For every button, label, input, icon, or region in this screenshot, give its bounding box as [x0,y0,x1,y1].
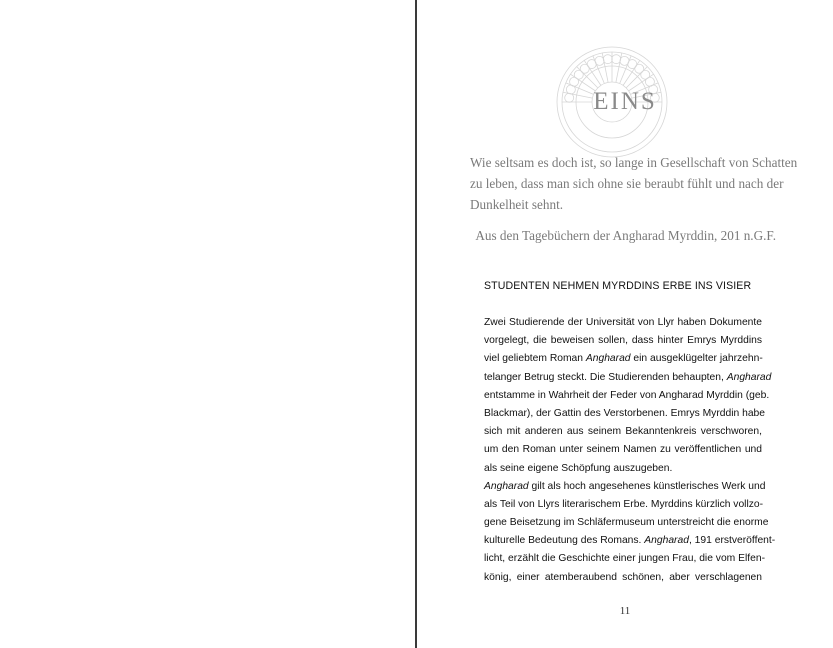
article-text: , 191 erstveröffent- [688,535,776,547]
article-text: telanger Betrug steckt. Die Studierenden behaupten, [484,371,727,383]
article-italic-title: Angharad [585,353,631,365]
epigraph-attribution: Aus den Tagebüchern der Angharad Myrddin, 201 n.G.F. [475,228,776,243]
article-line [484,369,772,387]
article-line [484,314,762,332]
page-number: 11 [619,605,631,617]
article-line [484,423,762,441]
left-page-blank [0,0,415,648]
article-text: gilt als hoch angesehenes künstlerisches Werk und [528,480,766,492]
article-text: licht, erzählt die Geschichte einer jungen Frau, die vom Elfen- [484,553,766,565]
chapter-title: EINS [593,88,657,115]
article-line [484,387,770,405]
article-line [484,514,769,532]
article-text: ein ausgeklügelter jahrzehn- [630,353,763,365]
article-line [484,332,762,350]
article-text: Zwei Studierende der Universität von Llyr haben Dokumente [484,317,762,328]
article-line [484,478,766,496]
article-line [484,532,776,550]
article-text: sich mit anderen aus seinem Bekanntenkreis verschworen, [484,426,762,438]
article-italic-title: Angharad [726,371,772,383]
article-line [484,350,762,368]
article-line [484,405,765,423]
article-text: um den Roman unter seinem Namen zu veröffentlichen und [484,444,762,456]
article-line [484,460,762,478]
article-text: als Teil von Llyrs literarischem Erbe. Myrddins kürzlich vollzo- [484,498,764,510]
article-line [484,441,762,459]
article-text: kulturelle Bedeutung des Romans. [484,535,645,547]
article-headline: STUDENTEN NEHMEN MYRDDINS ERBE INS VISIER [484,280,752,292]
article-text: vorgelegt, die beweisen sollen, dass hinter Emrys Myrddins [484,335,762,347]
epigraph-line: zu leben, dass man sich ohne sie beraubt fühlt und nach der [470,176,784,191]
article-italic-title: Angharad [484,480,529,492]
article-text: viel geliebtem Roman [484,353,586,365]
article-text: gene Beisetzung im Schläfermuseum unterstreicht die enorme [484,517,769,529]
article-line [484,550,766,568]
article-body [484,314,776,587]
epigraph [470,152,798,215]
article-text: könig, einer atemberaubend schönen, aber verschlagenen [484,571,762,583]
article-italic-title: Angharad [644,535,689,547]
epigraph-line: Dunkelheit sehnt. [470,197,564,212]
article-text: entstamme in Wahrheit der Feder von Angharad Myrddin (geb. [484,389,770,401]
epigraph-line: Wie seltsam es doch ist, so lange in Gesellschaft von Schatten [470,155,798,170]
article-text: als seine eigene Schöpfung auszugeben. [484,462,673,474]
article-line [484,496,762,514]
article-text: Blackmar), der Gattin des Verstorbenen. Emrys Myrddin habe [484,407,765,419]
article-line [484,569,762,587]
